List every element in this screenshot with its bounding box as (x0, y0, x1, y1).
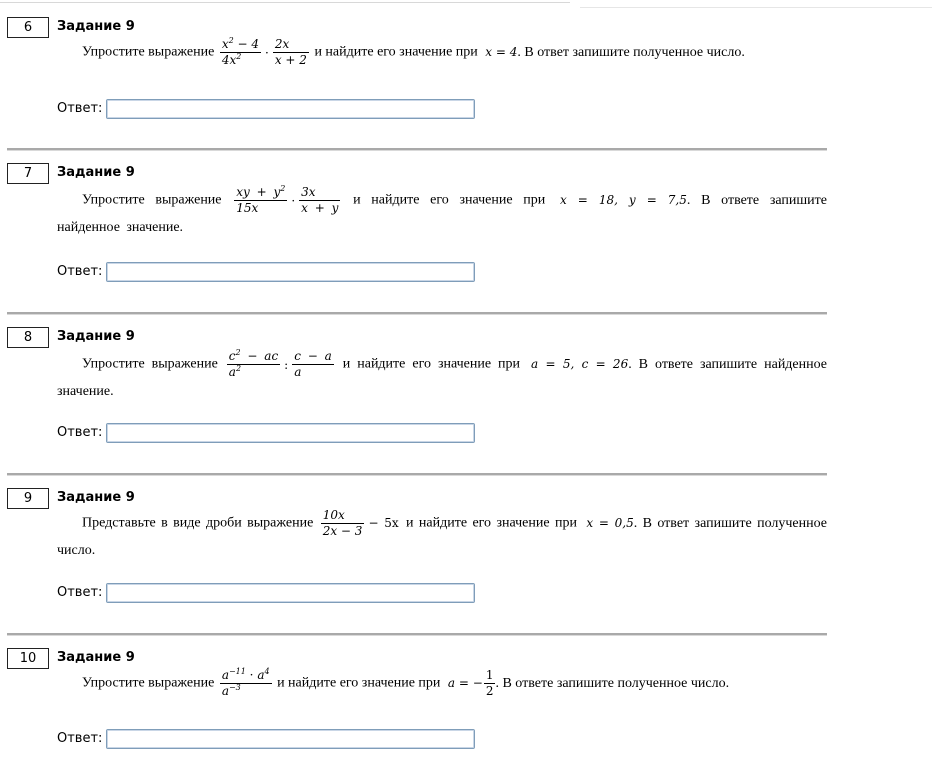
operator: : (284, 357, 289, 372)
problem-end: . В ответ запишите полученное число. (57, 515, 828, 558)
operator: · (265, 45, 269, 60)
problem-middle: и найдите его значение при (314, 44, 478, 60)
answer-input[interactable] (106, 423, 475, 443)
problem-end: . В ответ запишите полученное число. (517, 44, 745, 60)
problem-intro: Упростите выражение (82, 356, 218, 372)
problem-text (57, 508, 827, 563)
task-title: Задание 9 (57, 19, 135, 34)
problem-text (57, 37, 827, 68)
fraction-2: $\frac{2x}{x + 2}$ (274, 37, 307, 67)
fraction-1: $\frac{a^{-11} \cdot a^4}{a^{-3}}$ (221, 667, 270, 698)
problem-text (57, 185, 827, 240)
fraction-2: $\frac{3x}{x + y}$ (301, 185, 339, 215)
condition: a = 5, c = 26 (531, 356, 629, 371)
fraction-1: $\frac{10x}{2x - 3}$ (322, 508, 363, 538)
operator: · (291, 193, 296, 208)
task-separator (7, 148, 827, 151)
fraction-1: $\frac{x^2 - 4}{4x^2}$ (221, 36, 260, 67)
problem-middle: и найдите его значение при (406, 515, 577, 531)
top-divider-right (580, 7, 932, 8)
task-title: Задание 9 (57, 165, 135, 180)
problem-intro: Представьте в виде дроби выражение (82, 515, 314, 531)
fraction-1: $\frac{xy + y^2}{15x}$ (236, 184, 286, 215)
problem-end: . В ответе запишите полученное число. (495, 675, 730, 691)
problem-text (57, 668, 827, 699)
problem-middle: и найдите его значение при (342, 356, 521, 372)
fraction-2: $\frac{c - a}{a}$ (294, 349, 332, 379)
condition: x = 4 (485, 44, 518, 59)
expression-tail: − 5x (368, 515, 399, 530)
problem-end: . В ответе запишите найденное значение. (57, 192, 827, 235)
answer-label: Ответ: (57, 425, 103, 440)
answer-input[interactable] (106, 262, 475, 282)
condition: x = 0,5 (586, 515, 634, 530)
task-number: 8 (7, 327, 49, 348)
task-number: 9 (7, 488, 49, 509)
condition: x = 18, y = 7,5 (559, 192, 687, 207)
answer-label: Ответ: (57, 264, 103, 279)
answer-input[interactable] (106, 99, 475, 119)
answer-label: Ответ: (57, 585, 103, 600)
task-separator (7, 633, 827, 636)
problem-end: . В ответе запишите найденное значение. (57, 356, 828, 399)
condition: a = − (447, 675, 483, 690)
task-separator (7, 312, 827, 315)
top-divider (0, 2, 570, 3)
problem-text (57, 349, 827, 404)
answer-label: Ответ: (57, 731, 103, 746)
problem-middle: и найдите его значение при (277, 675, 441, 691)
task-title: Задание 9 (57, 490, 135, 505)
fraction-1: $\frac{c^2 - ac}{a^2}$ (228, 348, 279, 379)
problem-intro: Упростите выражение (82, 44, 215, 60)
problem-middle: и найдите его значение при (353, 192, 546, 208)
task-separator (7, 473, 827, 476)
problem-intro: Упростите выражение (82, 675, 215, 691)
task-title: Задание 9 (57, 650, 135, 665)
task-number: 7 (7, 163, 49, 184)
task-title: Задание 9 (57, 329, 135, 344)
task-number: 6 (7, 17, 49, 38)
task-number: 10 (7, 648, 49, 669)
answer-input[interactable] (106, 729, 475, 749)
answer-input[interactable] (106, 583, 475, 603)
condition-fraction: $\frac{1}{2}$ (485, 668, 494, 698)
problem-intro: Упростите выражение (82, 192, 222, 208)
answer-label: Ответ: (57, 101, 103, 116)
